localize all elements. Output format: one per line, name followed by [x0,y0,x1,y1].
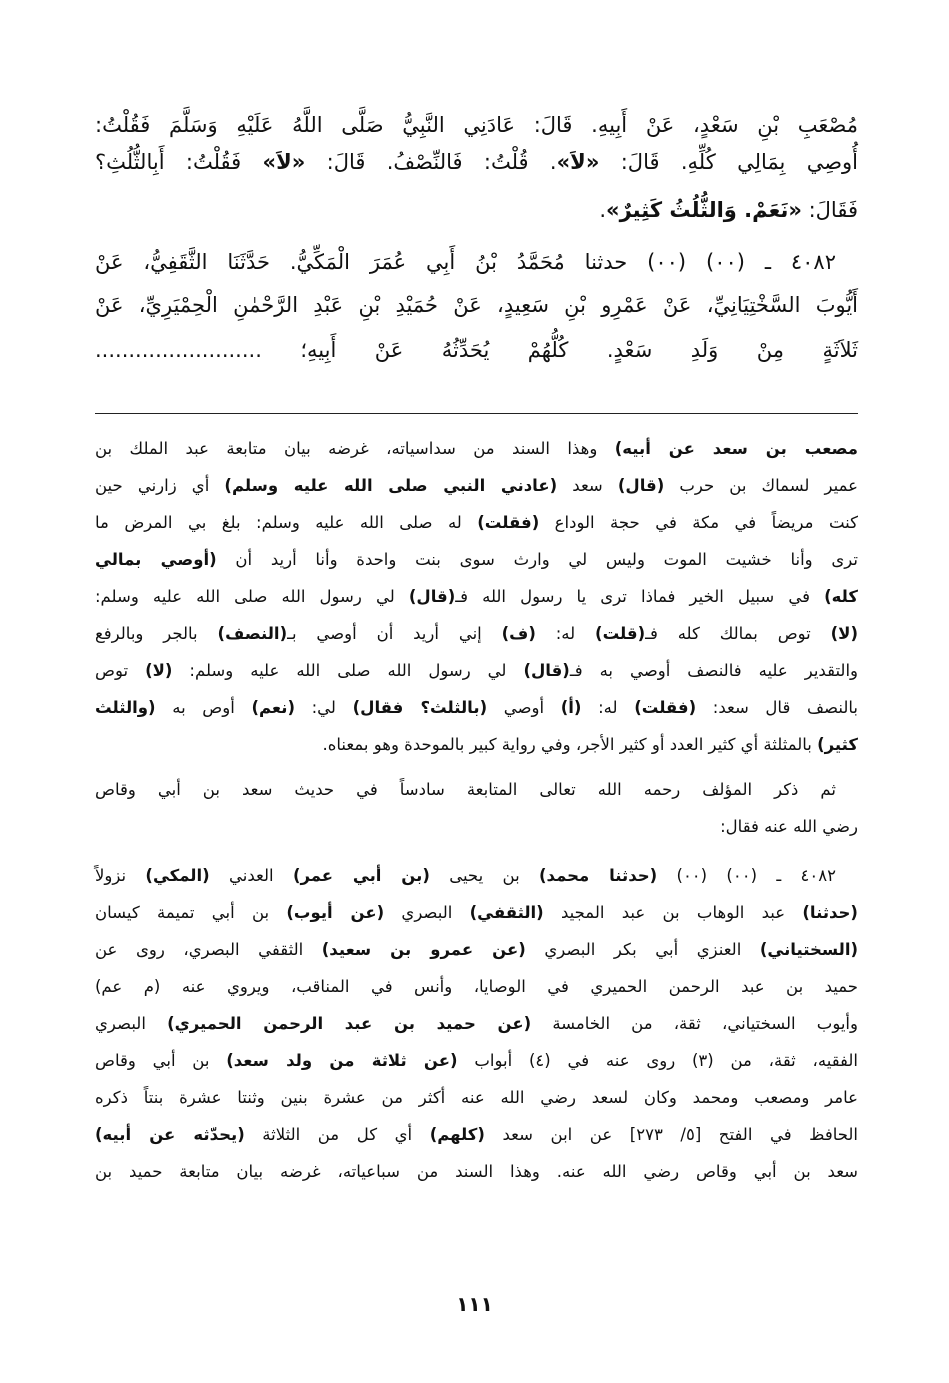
page-number: ١١١ [456,1292,493,1316]
hadith-line [95,145,858,179]
bold-phrase: (النصف) [217,624,288,643]
bold-phrase: مصعب بن سعد عن أبيه) [614,439,858,458]
text-segment: أَيُّوبَ السَّخْتِيَانِيِّ، عَنْ عَمْرِو بْنِ سَعِيدٍ، عَنْ حُمَيْدِ بْنِ عَبْدِ الرَّحْمٰنِ الْحِمْيَرِيِّ، عَنْ [95,293,858,317]
commentary-line [95,972,858,1002]
text-segment: ٤٠٨٢ ـ (٠٠) (٠٠) [657,866,836,885]
text-segment: إني أريد أن أوصي بـ [287,624,502,643]
text-segment: نزولاً [95,866,146,885]
bold-phrase: كثير) [817,735,858,754]
commentary-line [95,471,858,501]
commentary-line [95,619,858,649]
bold-phrase: (فقلت) [477,513,540,532]
bold-phrase: (والثلث [95,698,156,717]
text-segment: سعد [557,476,618,495]
text-segment: ثَلاَثَةٍ مِنْ وَلَدِ سَعْدٍ. كُلُّهُمْ يُحَدِّثُهُ عَنْ أَبِيهِ؛ ......................... [95,338,858,362]
commentary-line [95,775,858,805]
text-segment: الفقيه، ثقة، من (٣) روى عنه في (٤) أبواب [457,1051,859,1070]
commentary-line [95,1046,858,1076]
bold-phrase: (أ) [560,698,582,717]
commentary-line [95,545,858,575]
bold-phrase: (قال) [408,587,456,606]
bold-phrase: (يحدّثه عن أبيه) [95,1125,245,1144]
text-segment: البصري [384,903,470,922]
commentary-line [95,861,858,891]
text-segment: لي: [294,698,353,717]
commentary-line [95,812,858,842]
text-segment: له: [581,698,635,717]
bold-phrase: (فقلت) [634,698,697,717]
text-segment: له صلى الله عليه وسلم: بلغ بي المرض ما [95,513,478,532]
commentary-line [95,582,858,612]
bold-phrase: (نعم) [251,698,295,717]
bold-phrase: (حدثنا) [802,903,858,922]
bold-phrase: (بن أبي عمر) [292,866,430,885]
bold-phrase: (أوصي بمالي [95,550,217,569]
commentary-line [95,656,858,686]
bold-phrase: (عن أيوب) [286,903,385,922]
bold-phrase: «لاَ» [262,150,306,174]
bold-phrase: (الثقفي) [469,903,544,922]
text-segment: توص بمالك كله فـ [645,624,831,643]
bold-phrase: (كلهم) [429,1125,485,1144]
text-segment: لي رسول الله صلى الله عليه وسلم: [172,661,524,680]
bold-phrase: (لا) [145,661,173,680]
commentary-line [95,1009,858,1039]
text-segment: لي رسول الله صلى الله عليه وسلم: [95,587,409,606]
text-segment: كنت مريضاً في مكة في حجة الوداع [539,513,858,532]
hadith-line [95,288,858,322]
text-segment: عامر ومصعب ومحمد وكان لسعد رضي الله عنه أكثر من عشرة بنين وثنتا عشرة بنتاً ذكره [95,1088,858,1107]
text-segment: فَقَالَ: [801,198,858,222]
bold-phrase: (عادني النبي صلى الله عليه وسلم) [224,476,558,495]
text-segment: بن أبي وقاص [95,1051,227,1070]
bold-phrase: (حدثنا محمد) [539,866,658,885]
bold-phrase: (عن حميد بن عبد الرحمن الحميري) [167,1014,532,1033]
bold-phrase: (بالثلث؟ فقال) [352,698,488,717]
text-segment: ترى وأنا خشيت الموت وليس لي وارث سوى بنت واحدة وأنا أريد أن [216,550,858,569]
hadith-line [95,245,858,279]
bold-phrase: (عن عمرو بن سعيد) [321,940,526,959]
text-segment: البصري [95,1014,168,1033]
commentary-line [95,1157,858,1187]
commentary-line [95,1083,858,1113]
text-segment: الحافظ في الفتح [٥/ ٢٧٣] عن ابن سعد [484,1125,858,1144]
hadith-line [95,193,858,227]
text-segment: أي زارني حين [95,476,225,495]
text-segment: ٤٠٨٢ ـ (٠٠) (٠٠) حدثنا مُحَمَّدُ بْنُ أَبِي عُمَرَ الْمَكِّيُّ. حَدَّثَنَا الثَّقَفِيُّ، عَنْ [95,250,836,274]
commentary-line [95,693,858,723]
text-segment: بن أبي تميمة كيسان [95,903,287,922]
text-segment: بن يحيى [429,866,539,885]
bold-phrase: (قال) [523,661,570,680]
text-segment: بالمثلثة أي كثير العدد أو كثير الأجر، وفي رواية كبير بالموحدة وهو بمعناه. [322,735,818,754]
text-segment: وهذا السند من سداسياته، غرضه بيان متابعة عبد الملك بن [95,439,615,458]
text-segment: أُوصِي بِمَالِي كُلِّهِ. قَالَ: [599,150,858,174]
text-segment: حميد بن عبد الرحمن الحميري في الوصايا، وأنس في المناقب، ويروي عنه (م عم) [95,977,858,996]
text-segment: . قُلْتُ: فَالنِّصْفُ. قَالَ: [305,150,557,174]
text-segment: مُصْعَبِ بْنِ سَعْدٍ، عَنْ أَبِيهِ. قَالَ: عَادَنِي النَّبِيُّ صَلَّى اللَّهُ عَلَيْهِ وَسَلَّمَ فَقُلْتُ: [95,113,858,137]
hadith-line [95,108,858,142]
text-segment: بالنصف قال سعد: [696,698,858,717]
text-segment: أوص به [155,698,252,717]
text-segment: أوصي [487,698,561,717]
text-segment: فَقُلْتُ: أَبِالثُّلُثِ؟ [95,150,263,174]
bold-phrase: (المكي) [145,866,210,885]
bold-phrase: (ف) [501,624,536,643]
bold-phrase: (قال) [617,476,665,495]
bold-phrase: (لا) [830,624,858,643]
text-segment: في سبيل الخير فماذا ترى يا رسول الله فـ [455,587,825,606]
text-segment: العنزي أبي بكر البصري [525,940,760,959]
bold-phrase: (عن ثلاثة من ولد سعد) [226,1051,458,1070]
text-segment: عمير لسماك بن حرب [664,476,859,495]
text-segment: له: [535,624,596,643]
text-segment: العدني [209,866,293,885]
text-segment: عبد الوهاب بن عبد المجيد [543,903,803,922]
bold-phrase: «نَعَمْ. وَالثُّلُثُ كَثِيرٌ» [606,198,802,222]
bold-phrase: (السختياني) [759,940,859,959]
bold-phrase: «لاَ» [556,150,600,174]
text-segment: سعد بن أبي وقاص رضي الله عنه. وهذا السند من سباعياته، غرضه بيان متابعة حميد بن [95,1162,858,1181]
text-segment: رضي الله عنه فقال: [720,817,858,836]
commentary-line [95,508,858,538]
text-segment: والتقدير عليه فالنصف أوصي به فـ [569,661,858,680]
text-segment: الثقفي البصري، روى عن [95,940,322,959]
text-segment: ثم ذكر المؤلف رحمه الله تعالى المتابعة سادساً في حديث سعد بن أبي وقاص [95,780,836,799]
commentary-line [95,434,858,464]
text-segment: وأيوب السختياني، ثقة، من الخامسة [531,1014,858,1033]
text-segment: بالجر وبالرفع [95,624,218,643]
footnote-divider [95,413,858,414]
text-segment: أي كل من الثلاثة [244,1125,430,1144]
bold-phrase: (قلت) [595,624,646,643]
commentary-line [95,935,858,965]
text-segment: . [599,198,607,222]
bold-phrase: كله) [824,587,858,606]
hadith-line [95,333,858,367]
commentary-line [95,1120,858,1150]
commentary-line [95,730,858,760]
text-segment: توص [95,661,146,680]
commentary-line [95,898,858,928]
